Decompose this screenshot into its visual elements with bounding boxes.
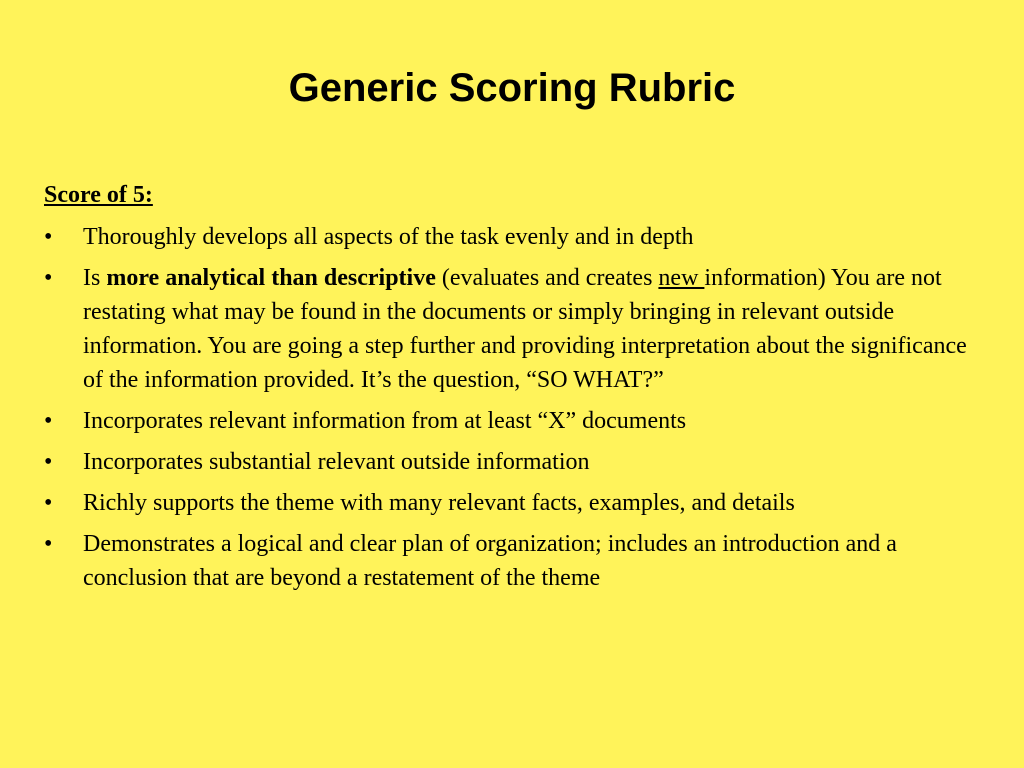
bullet-text: Incorporates relevant information from at least “X” documents <box>83 408 687 434</box>
bullet-text: Incorporates substantial relevant outside information <box>83 449 590 475</box>
bullet-item <box>44 527 984 595</box>
slide-content <box>44 178 984 602</box>
bullet-marker: • <box>44 531 53 557</box>
slide-title: Generic Scoring Rubric <box>288 66 736 110</box>
bullet-item <box>44 445 984 479</box>
bullet-item <box>44 220 984 254</box>
bullet-text-suffix: information) You are not restating what may be found in the documents or simply bringing in relevant outside information. You are going a step further and providing interpretation about the significance of the information provided. It’s the question, “SO WHAT?” <box>83 265 967 393</box>
bullet-text-prefix: Is <box>83 265 107 291</box>
bullet-text: Demonstrates a logical and clear plan of organization; includes an introduction and a conclusion that are beyond a restatement of the theme <box>83 531 897 591</box>
bullet-marker: • <box>44 265 53 291</box>
bullet-text-bold: more analytical than descriptive <box>106 265 436 291</box>
bullet-text-middle: (evaluates and creates <box>435 265 659 291</box>
bullet-item <box>44 261 984 397</box>
bullet-marker: • <box>44 224 53 250</box>
bullet-marker: • <box>44 408 53 434</box>
bullet-text-underlined: new <box>658 265 705 291</box>
section-heading: Score of 5: <box>44 182 153 208</box>
bullet-item <box>44 486 984 520</box>
bullet-marker: • <box>44 449 53 475</box>
bullet-text: Thoroughly develops all aspects of the task evenly and in depth <box>83 224 694 250</box>
bullet-list <box>44 220 984 595</box>
bullet-text: Richly supports the theme with many relevant facts, examples, and details <box>83 490 795 516</box>
bullet-marker: • <box>44 490 53 516</box>
bullet-item <box>44 404 984 438</box>
